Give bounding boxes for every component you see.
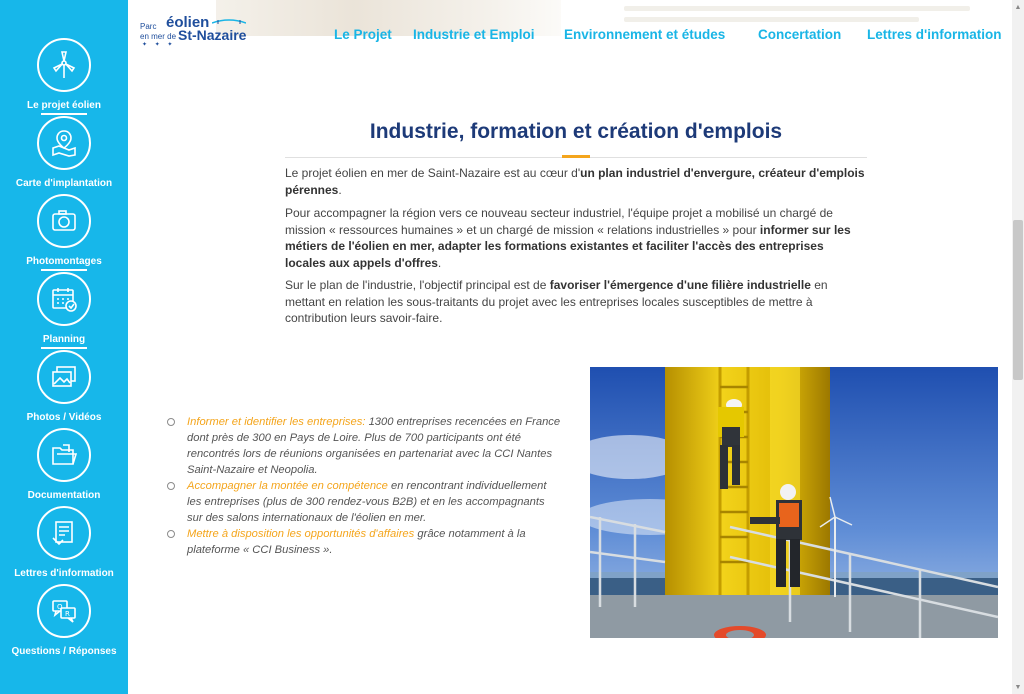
list-item (166, 414, 561, 478)
sidebar-item-label: Le projet éolien (27, 100, 101, 111)
svg-text:Q: Q (57, 603, 63, 611)
title-accent-bar (562, 155, 590, 158)
text: . (437, 255, 442, 270)
scroll-down-arrow-icon[interactable]: ▼ (1014, 683, 1022, 691)
vertical-scrollbar[interactable] (1012, 0, 1024, 694)
highlight-text: Mettre à disposition les opportunités d'affaires (187, 528, 415, 540)
scroll-up-arrow-icon[interactable]: ▲ (1014, 3, 1022, 11)
photos-icon (37, 350, 91, 404)
sidebar-item-label: Photomontages (26, 256, 102, 267)
wind-turbine-icon (37, 38, 91, 92)
bold-text: un plan industriel d'envergure, créateur d'emplois pérennes (285, 166, 865, 197)
nav-lettres-information[interactable]: Lettres d'information (867, 27, 1002, 42)
logo-text: Parc (140, 22, 157, 31)
industry-paragraph (285, 277, 867, 327)
nav-industrie-emploi[interactable]: Industrie et Emploi (413, 27, 535, 42)
list-item (166, 478, 561, 526)
nav-le-projet[interactable]: Le Projet (334, 27, 392, 42)
nav-concertation[interactable]: Concertation (758, 27, 842, 42)
page-title: Industrie, formation et création d'emplois (369, 120, 783, 143)
active-underline (41, 347, 87, 349)
camera-icon (37, 194, 91, 248)
logo-text: en mer de (140, 32, 177, 41)
mission-paragraph (285, 205, 867, 271)
chat-bubbles-icon (37, 584, 91, 638)
sidebar-item-photomontages[interactable] (0, 194, 128, 271)
text: en mettant en relation les sous-traitants du projet avec les entreprises locales susceptibles de mettre à contribution leurs savoir-faire. (285, 278, 828, 325)
sidebar-item-questions[interactable] (0, 584, 128, 657)
bridge-icon (212, 18, 246, 24)
logo-text: éolien (166, 14, 210, 31)
highlight-text: Informer et identifier les entreprises: (187, 416, 366, 428)
calendar-icon (37, 272, 91, 326)
sidebar-item-projet-eolien[interactable] (0, 38, 128, 115)
newsletter-icon (37, 506, 91, 560)
bullet-icon (167, 418, 175, 426)
logo-stars: ✦ ✦ ✦ (142, 42, 176, 48)
intro-paragraph (285, 165, 867, 198)
highlight-text: Accompagner la montée en compétence (187, 480, 388, 492)
svg-text:R: R (65, 610, 70, 618)
logo-text: St-Nazaire (178, 27, 247, 43)
active-underline (41, 269, 87, 271)
text: Le projet éolien en mer de Saint-Nazaire est au cœur d' (285, 166, 581, 180)
header (128, 0, 1012, 68)
offshore-workers-photo (590, 367, 998, 638)
text: en rencontrant individuellement les entreprises (plus de 300 rendez-vous B2B) et en les accompagnants sur des salons internationaux de l'éolien en mer. (187, 480, 547, 524)
text: 1300 entreprises recencées en France dont près de 300 en Pays de Loire. Plus de 700 participants ont été rencontrés lors de réunions organisées en partenariat avec la CCI Nantes Saint-Nazaire et Neopolia. (187, 416, 561, 476)
actions-list (166, 414, 561, 558)
sidebar (0, 0, 128, 694)
map-pin-icon (37, 116, 91, 170)
sidebar-item-label: Planning (42, 334, 86, 345)
sidebar-item-lettres[interactable] (0, 506, 128, 579)
bold-text: informer sur les métiers de l'éolien en mer, adapter les formations existantes et faciliter l'accès des entreprises locales aux appels d'offres (285, 222, 851, 270)
text: Pour accompagner la région vers ce nouveau secteur industriel, l'équipe projet a mobilisé un chargé de mission « ressources humaines » et un chargé de mission « relations industrielles » pour (285, 206, 833, 237)
background-faded-text (624, 6, 984, 26)
bullet-icon (167, 482, 175, 490)
text: grâce notamment à la plateforme « CCI Business ». (187, 528, 526, 556)
sidebar-item-label: Carte d'implantation (15, 178, 113, 189)
list-item (166, 526, 561, 558)
logo[interactable] (140, 14, 250, 48)
text: . (338, 182, 342, 197)
active-underline (41, 113, 87, 115)
folder-icon (37, 428, 91, 482)
bullet-icon (167, 530, 175, 538)
sidebar-item-label: Questions / Réponses (11, 646, 117, 657)
sidebar-item-carte[interactable] (0, 116, 128, 189)
sidebar-item-label: Documentation (27, 490, 101, 501)
sidebar-item-planning[interactable] (0, 272, 128, 349)
sidebar-item-label: Lettres d'information (14, 568, 114, 579)
nav-environnement[interactable]: Environnement et études (564, 27, 726, 42)
sidebar-item-label: Photos / Vidéos (26, 412, 102, 423)
sidebar-item-documentation[interactable] (0, 428, 128, 501)
scroll-thumb[interactable] (1013, 220, 1023, 380)
text: Sur le plan de l'industrie, l'objectif principal est de (285, 278, 550, 292)
bold-text: favoriser l'émergence d'une filière industrielle (549, 278, 811, 292)
sidebar-item-photos-videos[interactable] (0, 350, 128, 423)
